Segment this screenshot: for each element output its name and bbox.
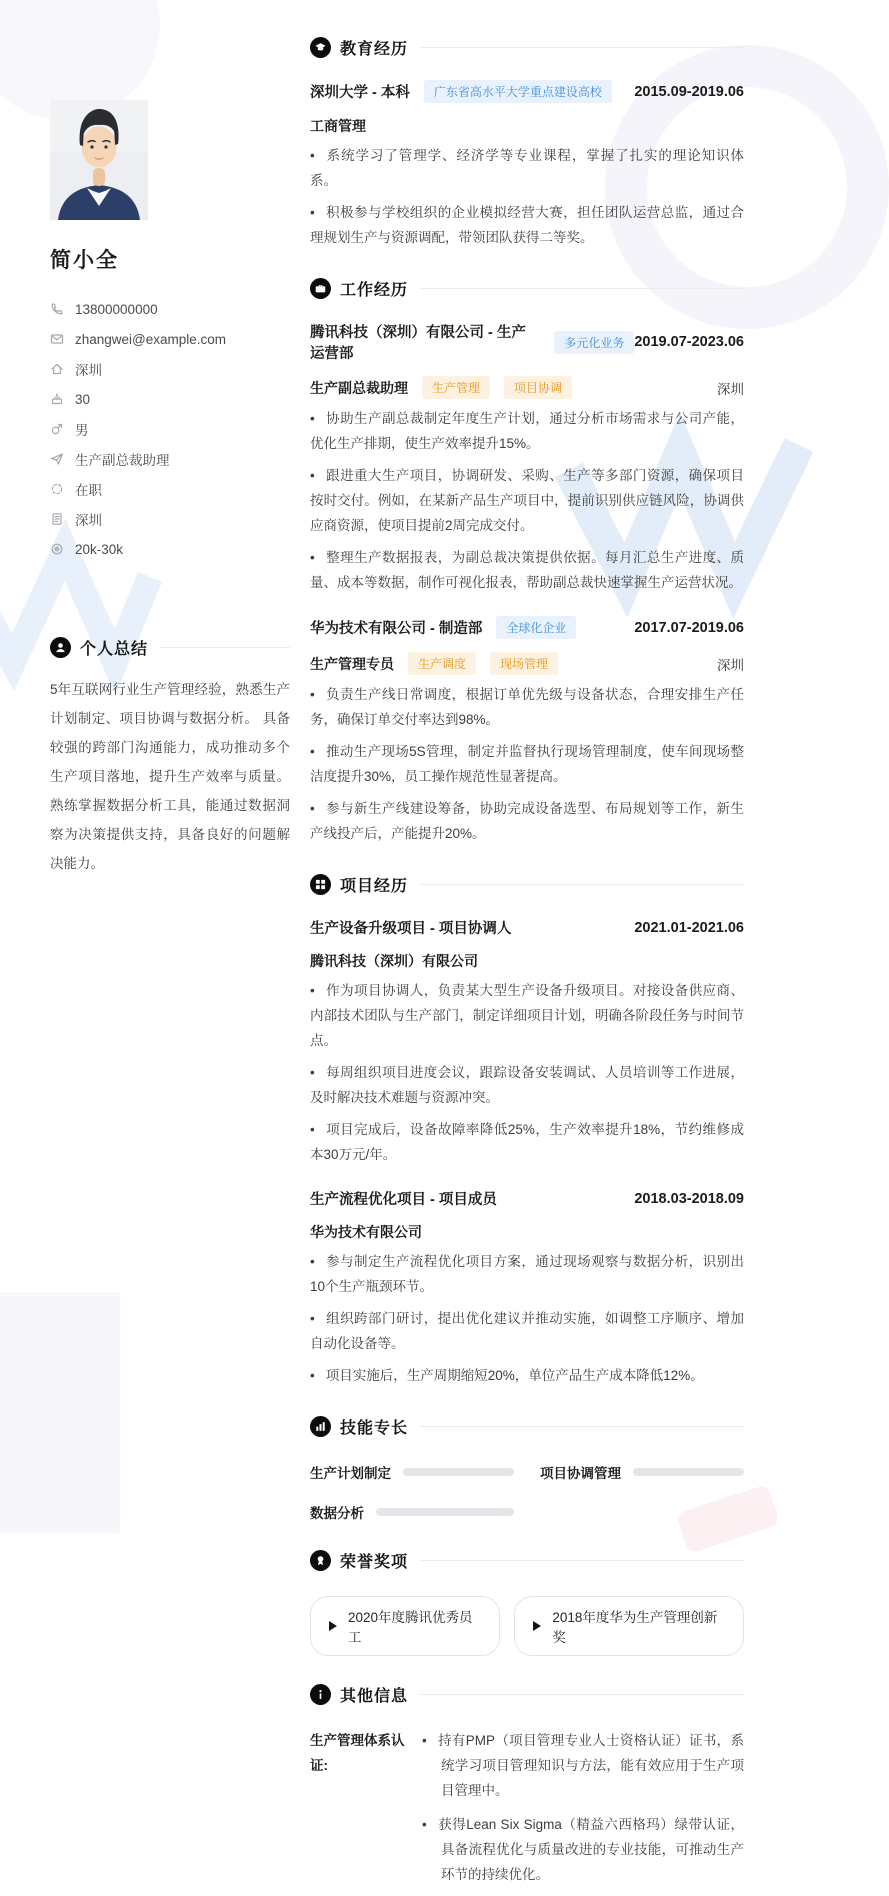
play-icon: [533, 1621, 541, 1631]
project-name: 生产流程优化项目 - 项目成员: [310, 1192, 497, 1208]
status-icon: [50, 482, 64, 496]
bullet: • 项目实施后，生产周期缩短20%，单位产品生产成本降低12%。: [310, 1363, 744, 1388]
contact-value: 在职: [75, 483, 102, 498]
person-icon: [50, 637, 71, 658]
bullet: • 作为项目协调人，负责某大型生产设备升级项目。对接设备供应商、内部技术团队与生产部门，制定详细项目计划，明确各阶段任务与时间节点。: [310, 978, 744, 1053]
section-title: 项目经历: [340, 878, 409, 895]
education-entry-header: [310, 80, 744, 103]
contact-email: [50, 324, 290, 354]
project-company: 华为技术有限公司: [310, 1224, 422, 1240]
company-tag: 全球化企业: [496, 616, 576, 639]
skill-item: [310, 1502, 514, 1522]
decorative-rectangle: [0, 1292, 120, 1533]
contact-home: [50, 354, 290, 384]
project-entry: [310, 917, 744, 1167]
bullet: • 整理生产数据报表，为副总裁决策提供依据。每月汇总生产进度、质量、成本等数据，制作可视化报表，帮助副总裁快速掌握生产运营状况。: [310, 545, 744, 595]
summary-text: 5年互联网行业生产管理经验，熟悉生产计划制定、项目协调与数据分析。 具备较强的跨部门沟通能力，成功推动多个生产项目落地，提升生产效率与质量。 熟练掌握数据分析工具，能通过数据洞察为决策提供支持，具备良好的问题解决能力。: [50, 682, 290, 871]
contact-list: [50, 294, 290, 564]
role-tag: 生产调度: [408, 652, 476, 675]
contact-company-location: [50, 504, 290, 534]
summary-section: [50, 636, 290, 878]
contact-value: zhangwei@example.com: [75, 331, 227, 347]
section-title: 技能专长: [340, 1420, 409, 1437]
bullet: • 获得Lean Six Sigma（精益六西格玛）绿带认证，具备流程优化与质量改进的专业技能，可推动生产环节的持续优化。: [422, 1812, 744, 1887]
contact-value: 30: [75, 391, 91, 407]
section-divider: [420, 1694, 744, 1695]
award-pill[interactable]: [310, 1596, 500, 1656]
section-divider: [160, 647, 290, 648]
skills-grid: [310, 1462, 744, 1522]
bullet: • 负责生产线日常调度，根据订单优先级与设备状态，合理安排生产任务，确保订单交付率达到98%。: [310, 682, 744, 732]
section-title: 其他信息: [340, 1688, 409, 1705]
home-icon: [50, 362, 64, 376]
company-name: 华为技术有限公司 - 制造部: [310, 621, 483, 637]
education-date: 2015.09-2019.06: [634, 83, 744, 100]
other-info-row: [310, 1728, 744, 1896]
grid-icon: [310, 874, 331, 895]
section-divider: [420, 884, 744, 885]
contact-phone: [50, 294, 290, 324]
company-tag: 多元化业务: [554, 331, 634, 354]
role-tag: 生产管理: [422, 376, 490, 399]
gender-icon: [50, 422, 64, 436]
medal-icon: [310, 1550, 331, 1571]
award-label: 2018年度华为生产管理创新奖: [552, 1610, 718, 1645]
project-bullets: [310, 978, 744, 1167]
bullet: • 协助生产副总裁制定年度生产计划，通过分析市场需求与公司产能，优化生产排期，使生产效率提升15%。: [310, 406, 744, 456]
bullet: • 积极参与学校组织的企业模拟经营大赛，担任团队运营总监，通过合理规划生产与资源调配，带领团队获得二等奖。: [310, 200, 744, 250]
section-divider: [420, 1560, 744, 1561]
work-role-row: [310, 376, 744, 399]
work-date: 2017.07-2019.06: [634, 619, 744, 636]
work-entry-header: [310, 616, 744, 639]
skill-bar: [376, 1508, 514, 1516]
contact-gender: [50, 414, 290, 444]
section-divider: [420, 1426, 744, 1427]
bullet: • 参与制定生产流程优化项目方案，通过现场观察与数据分析，识别出10个生产瓶颈环节。: [310, 1249, 744, 1299]
age-icon: [50, 392, 64, 406]
other-info-label: 生产管理体系认证:: [310, 1733, 405, 1773]
contact-status: [50, 474, 290, 504]
project-entry: [310, 1188, 744, 1388]
bullet: • 系统学习了管理学、经济学等专业课程，掌握了扎实的理论知识体系。: [310, 143, 744, 193]
skill-name: 数据分析: [310, 1506, 364, 1521]
salary-icon: [50, 542, 64, 556]
awards-list: [310, 1596, 744, 1656]
project-entry-header: [310, 917, 744, 938]
skill-name: 项目协调管理: [540, 1466, 621, 1481]
bar-chart-icon: [310, 1416, 331, 1437]
contact-value: 男: [75, 423, 89, 438]
work-section: [310, 277, 744, 846]
education-section: [310, 36, 744, 250]
skill-item: [540, 1462, 744, 1482]
bullet: • 项目完成后，设备故障率降低25%，生产效率提升18%，节约维修成本30万元/年。: [310, 1117, 744, 1167]
contact-position: [50, 444, 290, 474]
work-location: 深圳: [717, 381, 744, 397]
contact-value: 13800000000: [75, 301, 158, 317]
section-title: 个人总结: [80, 641, 149, 658]
profile-photo: [50, 100, 148, 220]
skill-name: 生产计划制定: [310, 1466, 391, 1481]
bullet: • 推动生产现场5S管理，制定并监督执行现场管理制度，使车间现场整洁度提升30%，员工操作规范性显著提高。: [310, 739, 744, 789]
major: 工商管理: [310, 118, 366, 134]
work-entry-header: [310, 321, 744, 363]
role-title: 生产副总裁助理: [310, 379, 408, 396]
work-bullets: [310, 682, 744, 846]
contact-age: [50, 384, 290, 414]
section-divider: [420, 288, 744, 289]
sidebar: [50, 100, 290, 878]
skill-bar: [633, 1468, 744, 1476]
project-bullets: [310, 1249, 744, 1388]
project-name: 生产设备升级项目 - 项目协调人: [310, 921, 512, 937]
school-name: 深圳大学 - 本科: [310, 85, 410, 101]
graduation-cap-icon: [310, 37, 331, 58]
contact-value: 生产副总裁助理: [75, 453, 170, 468]
info-icon: [310, 1684, 331, 1705]
role-tag: 项目协调: [504, 376, 572, 399]
company-icon: [50, 512, 64, 526]
skills-section: [310, 1415, 744, 1522]
email-icon: [50, 332, 64, 346]
other-info-section: [310, 1683, 744, 1896]
work-entry: [310, 321, 744, 595]
position-icon: [50, 452, 64, 466]
skill-bar: [403, 1468, 514, 1476]
work-date: 2019.07-2023.06: [634, 334, 744, 350]
skill-item: [310, 1462, 514, 1482]
awards-section: [310, 1549, 744, 1656]
bullet: • 组织跨部门研讨，提出优化建议并推动实施，如调整工序顺序、增加自动化设备等。: [310, 1306, 744, 1356]
contact-value: 20k-30k: [75, 541, 124, 557]
section-title: 荣誉奖项: [340, 1554, 409, 1571]
candidate-name: 简小全: [50, 249, 119, 272]
contact-salary: [50, 534, 290, 564]
play-icon: [329, 1621, 337, 1631]
contact-value: 深圳: [75, 363, 102, 378]
project-date: 2021.01-2021.06: [634, 919, 744, 936]
award-pill[interactable]: [514, 1596, 744, 1656]
company-name: 腾讯科技（深圳）有限公司 - 生产运营部: [310, 325, 526, 362]
school-tag: 广东省高水平大学重点建设高校: [424, 80, 612, 103]
project-company: 腾讯科技（深圳）有限公司: [310, 953, 478, 969]
education-bullets: [310, 143, 744, 250]
bullet: • 参与新生产线建设筹备，协助完成设备选型、布局规划等工作，新生产线投产后，产能提升20%。: [310, 796, 744, 846]
work-bullets: [310, 406, 744, 595]
work-entry: [310, 616, 744, 846]
section-title: 工作经历: [340, 282, 409, 299]
projects-section: [310, 873, 744, 1388]
role-tag: 现场管理: [490, 652, 558, 675]
briefcase-icon: [310, 278, 331, 299]
contact-value: 深圳: [75, 513, 102, 528]
section-divider: [420, 47, 744, 48]
phone-icon: [50, 302, 64, 316]
work-role-row: [310, 652, 744, 675]
project-entry-header: [310, 1188, 744, 1209]
bullet: • 跟进重大生产项目，协调研发、采购、生产等多部门资源，确保项目按时交付。例如，在某新产品生产项目中，提前识别供应链风险，协调供应商资源，使项目提前2周完成交付。: [310, 463, 744, 538]
work-location: 深圳: [717, 657, 744, 673]
award-label: 2020年度腾讯优秀员工: [348, 1610, 473, 1645]
bullet: • 持有PMP（项目管理专业人士资格认证）证书，系统学习项目管理知识与方法，能有效应用于生产项目管理中。: [422, 1728, 744, 1803]
main-column: [310, 36, 744, 1896]
bullet: • 每周组织项目进度会议，跟踪设备安装调试、人员培训等工作进展，及时解决技术难题与资源冲突。: [310, 1060, 744, 1110]
role-title: 生产管理专员: [310, 655, 394, 672]
other-info-bullets: [422, 1728, 744, 1896]
project-date: 2018.03-2018.09: [634, 1190, 744, 1207]
section-title: 教育经历: [340, 41, 409, 58]
